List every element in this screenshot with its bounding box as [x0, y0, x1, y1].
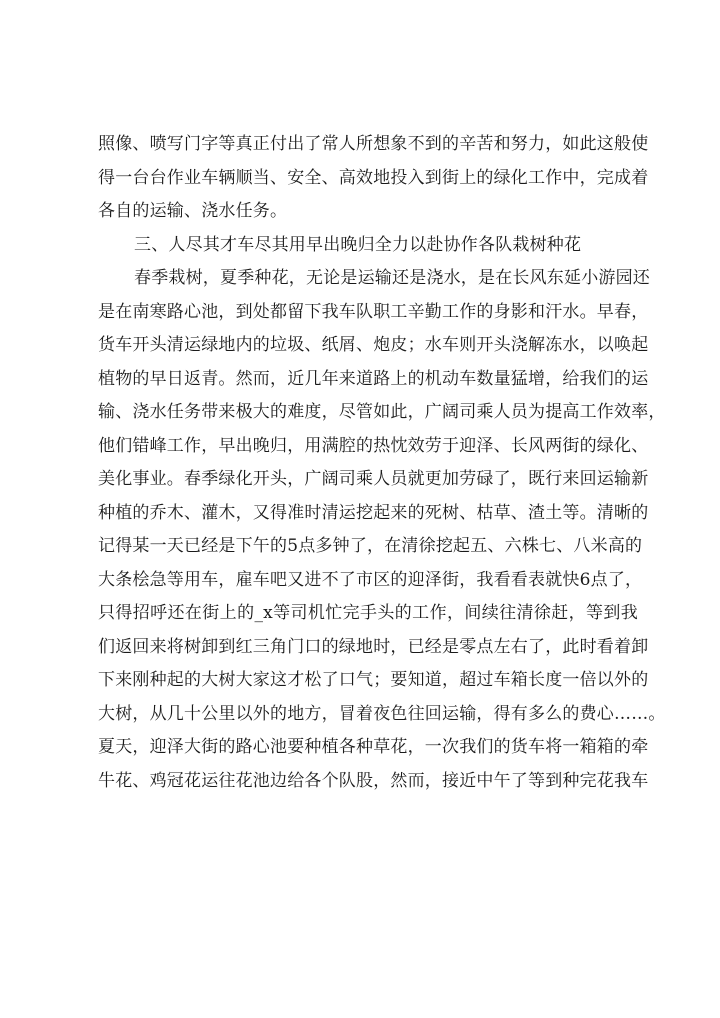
text-line: 记得某一天已经是下午的5点多钟了，在清徐挖起五、六株七、八米高的	[98, 536, 643, 556]
text-line: 输、浇水任务带来极大的难度，尽管如此，广阔司乘人员为提高工作效率，	[98, 402, 666, 422]
paragraph-first-line: 春季栽树，夏季种花，无论是运输还是浇水，是在长风东延小游园还	[134, 268, 650, 288]
text-line: 们返回来将树卸到红三角门口的绿地时，已经是零点左右了，此时看着卸	[98, 636, 649, 657]
text-line: 照像、喷写门字等真正付出了常人所想象不到的辛苦和努力，如此这般使	[98, 134, 649, 154]
text-line: 他们错峰工作，早出晚归，用满腔的热忱效劳于迎泽、长风两街的绿化、	[98, 435, 649, 456]
text-line: 各自的运输、浇水任务。	[98, 201, 288, 221]
text-line: 夏天，迎泽大街的路心池要种植各种草花，一次我们的货车将一箱箱的牵	[98, 737, 649, 757]
section-heading: 三、人尽其才车尽其用早出晚归全力以赴协作各队栽树种花	[134, 234, 582, 255]
text-line: 货车开头清运绿地内的垃圾、纸屑、炮皮；水车则开头浇解冻水，以唤起	[98, 335, 649, 355]
text-line: 美化事业。春季绿化开头，广阔司乘人员就更加劳碌了，既行来回运输新	[98, 469, 649, 489]
text-line: 种植的乔木、灌木，又得准时清运挖起来的死树、枯草、渣土等。清晰的	[98, 502, 649, 523]
text-line: 大条桧急等用车，雇车吧又进不了市区的迎泽街，我看看表就快6点了，	[98, 569, 643, 590]
text-line: 只得招呼还在街上的_x等司机忙完手头的工作，间续往清徐赶，等到我	[98, 603, 638, 623]
text-line: 下来刚种起的大树大家这才松了口气；要知道，超过车箱长度一倍以外的	[98, 670, 649, 690]
text-line: 植物的早日返青。然而，近几年来道路上的机动车数量猛增，给我们的运	[98, 368, 649, 389]
text-line: 牛花、鸡冠花运往花池边给各个队股，然而，接近中午了等到种完花我车	[98, 770, 649, 791]
document-body	[98, 128, 666, 798]
text-line: 大树，从几十公里以外的地方，冒着夜色往回运输，得有多么的费心……。	[98, 703, 666, 724]
text-line: 是在南寒路心池，到处都留下我车队职工辛勤工作的身影和汗水。早春，	[98, 301, 649, 322]
text-line: 得一台台作业车辆顺当、安全、高效地投入到街上的绿化工作中，完成着	[98, 167, 649, 188]
